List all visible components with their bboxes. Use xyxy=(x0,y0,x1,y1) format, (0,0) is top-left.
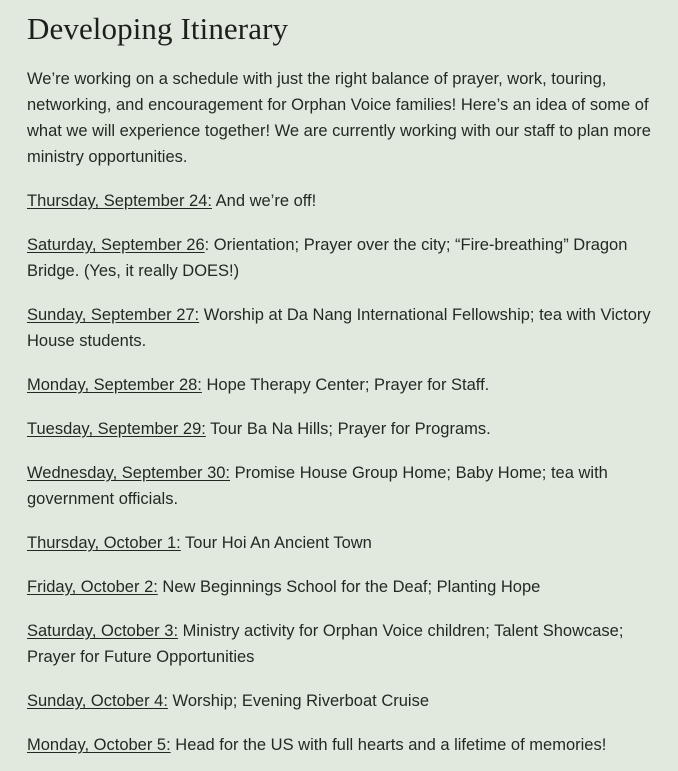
itinerary-date: Monday, October 5: xyxy=(27,736,171,754)
itinerary-activities: Tour Ba Na Hills; Prayer for Programs. xyxy=(205,420,491,438)
itinerary-date: Tuesday, September 29: xyxy=(27,420,206,438)
itinerary-entry-8 xyxy=(27,574,667,600)
page-title: Developing Itinerary xyxy=(27,11,289,46)
itinerary-activities: Tour Hoi An Ancient Town xyxy=(180,534,372,552)
itinerary-activities: Worship; Evening Riverboat Cruise xyxy=(167,692,430,710)
itinerary-activities: Hope Therapy Center; Prayer for Staff. xyxy=(201,376,490,394)
itinerary-entry-2 xyxy=(27,232,667,284)
itinerary-date: Thursday, October 1: xyxy=(27,534,181,552)
itinerary-entry-11 xyxy=(27,732,667,758)
itinerary-date: Sunday, October 4: xyxy=(27,692,168,710)
itinerary-activities: Promise House Group Home; Baby Home; tea with government officials. xyxy=(27,464,608,508)
itinerary-date: Sunday, September 27: xyxy=(27,306,200,324)
itinerary-activities: And we’re off! xyxy=(211,192,317,210)
itinerary-activities: Worship at Da Nang International Fellowship; tea with Victory House students. xyxy=(27,306,651,350)
itinerary-date: Saturday, September 26 xyxy=(27,236,205,254)
intro-paragraph: We’re working on a schedule with just the right balance of prayer, work, touring, networking, and encouragement for Orphan Voice families! Here’s an idea of some of what we will experience together! We are currently working with our staff to plan more ministry opportunities. xyxy=(27,70,651,166)
itinerary-date: Wednesday, September 30: xyxy=(27,464,231,482)
itinerary-entry-7 xyxy=(27,530,667,556)
itinerary-date: Thursday, September 24: xyxy=(27,192,212,210)
itinerary-date: Monday, September 28: xyxy=(27,376,202,394)
itinerary-activities: Ministry activity for Orphan Voice children; Talent Showcase; Prayer for Future Opportunities xyxy=(27,622,624,666)
itinerary-date: Friday, October 2: xyxy=(27,578,158,596)
itinerary-entry-10 xyxy=(27,688,667,714)
itinerary-activities: : Orientation; Prayer over the city; “Fire-breathing” Dragon Bridge. (Yes, it really DOES!) xyxy=(27,236,628,280)
itinerary-entry-6 xyxy=(27,460,667,512)
itinerary-entry-3 xyxy=(27,302,667,354)
itinerary-activities: Head for the US with full hearts and a lifetime of memories! xyxy=(170,736,607,754)
itinerary-entry-9 xyxy=(27,618,667,670)
itinerary-article xyxy=(27,0,667,758)
itinerary-entry-5 xyxy=(27,416,667,442)
itinerary-activities: New Beginnings School for the Deaf; Planting Hope xyxy=(157,578,541,596)
itinerary-entry-1 xyxy=(27,188,667,214)
itinerary-entry-4 xyxy=(27,372,667,398)
itinerary-date: Saturday, October 3: xyxy=(27,622,179,640)
